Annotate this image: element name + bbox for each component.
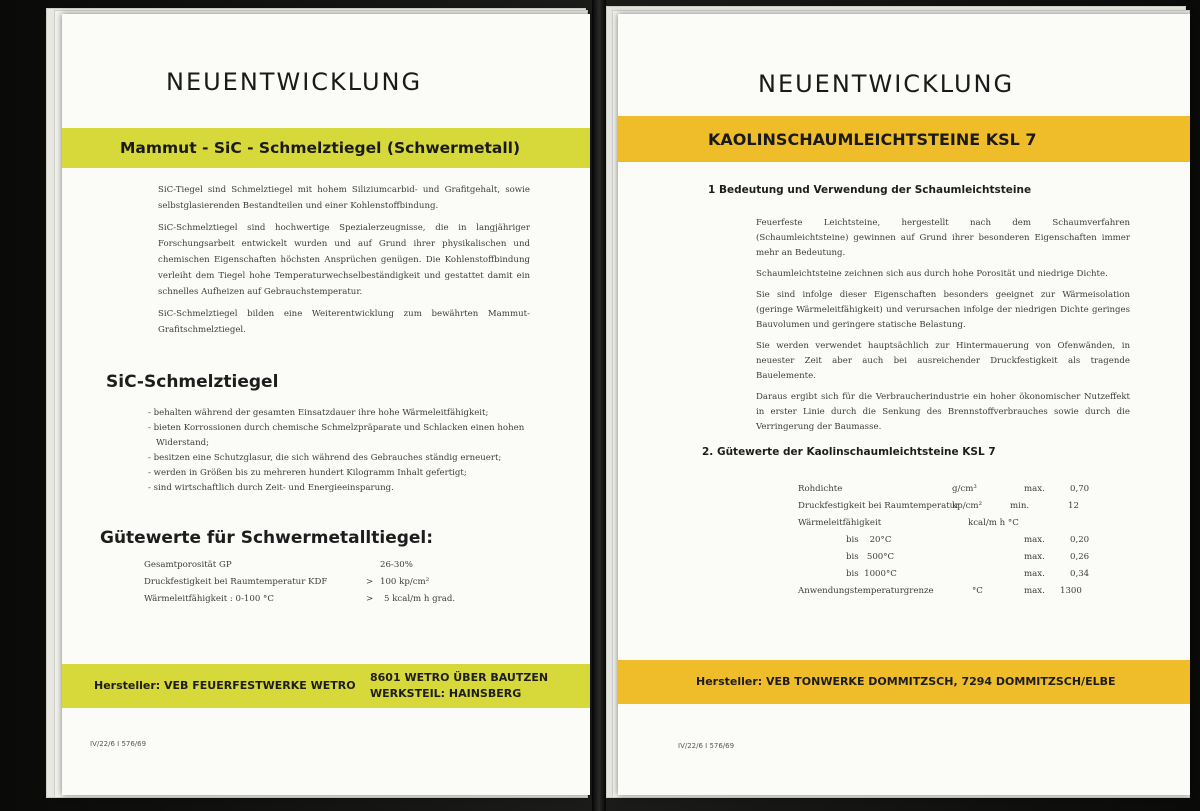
table-cell: max. bbox=[1024, 552, 1045, 562]
table-cell: Wärmeleitfähigkeit bbox=[798, 518, 882, 528]
table-cell: 0,70 bbox=[1070, 484, 1090, 494]
table-cell: bis 500°C bbox=[846, 552, 895, 562]
table-cell: Druckfestigkeit bei Raumtemperatur KDF bbox=[144, 577, 328, 587]
list-item: - behalten während der gesamten Einsatzdauer ihre hohe Wärmeleitfähigkeit; bbox=[148, 408, 489, 418]
table-cell: 26-30% bbox=[380, 560, 413, 570]
table-cell: Anwendungstemperaturgrenze bbox=[798, 586, 934, 596]
table-cell: bis 20°C bbox=[846, 535, 892, 545]
table-cell: 5 kcal/m h grad. bbox=[384, 594, 456, 604]
table-cell: 100 kp/cm² bbox=[380, 577, 430, 587]
table-cell: bis 1000°C bbox=[846, 569, 897, 579]
print-code: IV/22/6 I 576/69 bbox=[90, 740, 147, 748]
left-footer-band bbox=[62, 664, 590, 708]
left-bullet-list bbox=[148, 406, 538, 496]
right-title-band bbox=[618, 116, 1190, 162]
manufacturer-label: Hersteller: VEB TONWERKE DOMMITZSCH, 7294 DOMMITZSCH/ELBE bbox=[696, 675, 1116, 688]
table-row bbox=[798, 501, 1098, 518]
table-cell: Druckfestigkeit bei Raumtemperatur bbox=[798, 501, 960, 511]
table-cell: max. bbox=[1024, 535, 1045, 545]
section-heading: 1 Bedeutung und Verwendung der Schaumleichtsteine bbox=[708, 184, 1032, 196]
table-cell: > bbox=[366, 577, 374, 587]
table-row bbox=[798, 586, 1098, 603]
left-intro-text bbox=[158, 182, 530, 344]
right-headline: NEUENTWICKLUNG bbox=[758, 70, 1015, 98]
table-cell: 1300 bbox=[1060, 586, 1082, 596]
left-band-title: Mammut - SiC - Schmelztiegel (Schwermetall) bbox=[120, 139, 521, 157]
left-quality-table bbox=[144, 560, 544, 611]
table-row bbox=[144, 594, 544, 611]
table-cell: 12 bbox=[1068, 501, 1079, 511]
address-line: 8601 WETRO ÜBER BAUTZEN bbox=[370, 671, 549, 684]
table-row bbox=[798, 535, 1098, 552]
list-item: - bieten Korrossionen durch chemische Schmelzpräparate und Schlacken einen hohen bbox=[148, 423, 525, 433]
right-footer-band bbox=[618, 660, 1190, 704]
table-row bbox=[798, 569, 1098, 586]
manufacturer-label: Hersteller: VEB FEUERFESTWERKE WETRO bbox=[94, 679, 356, 692]
table-cell: max. bbox=[1024, 586, 1045, 596]
list-item: - besitzen eine Schutzglasur, die sich während des Gebrauches ständig erneuert; bbox=[148, 453, 502, 463]
table-cell: kcal/m h °C bbox=[968, 518, 1019, 528]
table-cell: min. bbox=[1010, 501, 1030, 511]
table-cell: Rohdichte bbox=[798, 484, 843, 494]
table-cell: Gesamtporosität GP bbox=[144, 560, 232, 570]
left-quality-title: Gütewerte für Schwermetalltiegel: bbox=[100, 528, 434, 548]
left-title-band bbox=[62, 128, 590, 168]
table-row bbox=[798, 484, 1098, 501]
binder-spine bbox=[592, 0, 606, 811]
table-cell: g/cm³ bbox=[952, 484, 977, 494]
list-item: Widerstand; bbox=[156, 438, 210, 448]
table-cell: max. bbox=[1024, 484, 1045, 494]
right-quality-table bbox=[798, 484, 1098, 603]
paragraph: SiC-Tiegel sind Schmelztiegel mit hohem Siliziumcarbid- und Grafitgehalt, sowie selbstglasierenden Bestandteilen und einer Kohlenstoffbindung. bbox=[158, 185, 530, 211]
right-intro-text bbox=[756, 216, 1130, 441]
list-item: - werden in Größen bis zu mehreren hundert Kilogramm Inhalt gefertigt; bbox=[148, 468, 467, 478]
paragraph: Schaumleichtsteine zeichnen sich aus durch hohe Porosität und niedrige Dichte. bbox=[756, 269, 1108, 279]
left-datasheet bbox=[62, 14, 590, 795]
address-line: WERKSTEIL: HAINSBERG bbox=[370, 687, 522, 700]
left-subhead: SiC-Schmelztiegel bbox=[106, 372, 279, 392]
section-heading: 2. Gütewerte der Kaolinschaumleichtsteine KSL 7 bbox=[702, 446, 996, 458]
right-band-title: KAOLINSCHAUMLEICHTSTEINE KSL 7 bbox=[708, 129, 1037, 149]
table-row bbox=[798, 518, 1098, 535]
list-item: - sind wirtschaftlich durch Zeit- und Energieeinsparung. bbox=[148, 483, 394, 493]
paragraph: Sie sind infolge dieser Eigenschaften besonders geeignet zur Wärmeisolation (geringe Wärmeleitfähigkeit) und verursachen infolge der niedrigen Dichte geringes Bauvolumen und geringere statische Belastung. bbox=[756, 290, 1130, 330]
paragraph: Feuerfeste Leichtsteine, hergestellt nach dem Schaumverfahren (Schaumleichtsteine) gewinnen auf Grund ihrer besonderen Eigenschaften immer mehr an Bedeutung. bbox=[756, 218, 1130, 258]
left-headline: NEUENTWICKLUNG bbox=[166, 68, 423, 96]
table-cell: °C bbox=[972, 586, 983, 596]
table-row bbox=[798, 552, 1098, 569]
print-code: IV/22/6 I 576/69 bbox=[678, 742, 735, 750]
table-cell: 0,26 bbox=[1070, 552, 1090, 562]
table-cell: > bbox=[366, 594, 374, 604]
paragraph: Sie werden verwendet hauptsächlich zur Hintermauerung von Ofenwänden, in neuester Zeit aber auch bei ausreichender Druckfestigkeit als tragende Bauelemente. bbox=[756, 341, 1130, 381]
table-cell: Wärmeleitfähigkeit : 0-100 °C bbox=[144, 594, 274, 604]
table-row bbox=[144, 577, 544, 594]
right-datasheet bbox=[618, 14, 1190, 795]
paragraph: SiC-Schmelztiegel bilden eine Weiterentwicklung zum bewährten Mammut-Grafitschmelztiegel. bbox=[158, 309, 530, 335]
table-row bbox=[144, 560, 544, 577]
paragraph: Daraus ergibt sich für die Verbraucherindustrie ein hoher ökonomischer Nutzeffekt in erster Linie durch die Senkung des Brennstoffverbrauches sowie durch die Verringerung der Baumasse. bbox=[756, 392, 1130, 432]
table-cell: 0,20 bbox=[1070, 535, 1090, 545]
table-cell: max. bbox=[1024, 569, 1045, 579]
table-cell: kp/cm² bbox=[952, 501, 983, 511]
table-cell: 0,34 bbox=[1070, 569, 1090, 579]
paragraph: SiC-Schmelztiegel sind hochwertige Spezialerzeugnisse, die in langjähriger Forschungsarbeit entwickelt wurden und auf Grund ihrer physikalischen und chemischen Eigenschaften höchsten Ansprüchen genügen. Die Kohlenstoffbindung verleiht dem Tiegel hohe Temperaturwechselbeständigkeit und gestattet damit ein schnelles Aufheizen auf Gebrauchstemperatur. bbox=[158, 223, 530, 297]
